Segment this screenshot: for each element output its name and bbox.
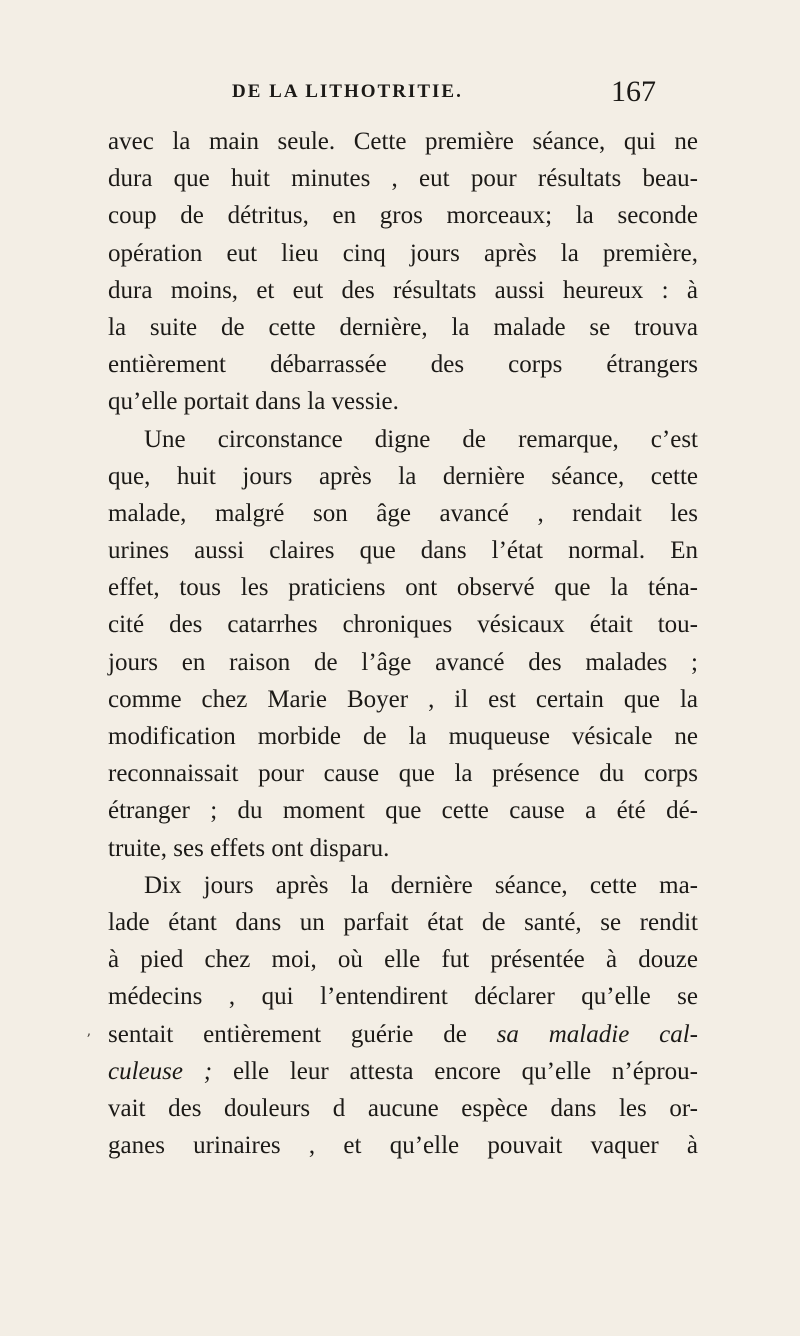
text-line: la suite de cette dernière, la malade se trouva xyxy=(108,313,698,341)
text-line-with-italic xyxy=(108,1053,698,1090)
text-line: effet, tous les praticiens ont observé que la téna- xyxy=(108,574,698,602)
page-number: 167 xyxy=(611,75,656,108)
running-head-title: DE LA LITHOTRITIE. xyxy=(232,81,463,102)
paragraph-start-line: Une circonstance digne de remarque, c’est xyxy=(144,425,698,453)
text-line: qu’elle portait dans la vessie. xyxy=(108,388,399,416)
italic-phrase: culeuse ; xyxy=(108,1057,213,1085)
text-line: étranger ; du moment que cette cause a été dé- xyxy=(108,797,698,825)
plain-text: sentait entièrement guérie de xyxy=(108,1020,467,1048)
text-line-with-italic xyxy=(108,1016,698,1053)
text-line: reconnaissait pour cause que la présence du corps xyxy=(108,760,698,788)
text-line: médecins , qui l’entendirent déclarer qu’elle se xyxy=(108,983,698,1011)
text-line: comme chez Marie Boyer , il est certain que la xyxy=(108,685,698,713)
text-line: vait des douleurs d aucune espèce dans les or- xyxy=(108,1094,698,1122)
text-line: cité des catarrhes chroniques vésicaux était tou- xyxy=(108,611,698,639)
text-line: dura que huit minutes , eut pour résultats beau- xyxy=(108,165,698,193)
body-text xyxy=(108,123,698,1164)
italic-phrase: sa maladie cal- xyxy=(496,1020,699,1048)
text-line: lade étant dans un parfait état de santé, se rendit xyxy=(108,908,698,936)
text-line: avec la main seule. Cette première séance, qui ne xyxy=(108,128,698,155)
margin-mark: ʼ xyxy=(86,1032,91,1048)
text-line: coup de détritus, en gros morceaux; la seconde xyxy=(108,202,698,230)
text-line: ganes urinaires , et qu’elle pouvait vaquer à xyxy=(108,1132,698,1160)
text-line: entièrement débarrassée des corps étrangers xyxy=(108,351,698,379)
text-line: jours en raison de l’âge avancé des malades ; xyxy=(108,648,698,676)
text-line: que, huit jours après la dernière séance, cette xyxy=(108,462,698,490)
text-line: à pied chez moi, où elle fut présentée à douze xyxy=(108,946,698,974)
text-line: opération eut lieu cinq jours après la première, xyxy=(108,239,698,267)
text-line: truite, ses effets ont disparu. xyxy=(108,834,390,862)
text-line: urines aussi claires que dans l’état normal. En xyxy=(108,537,698,565)
text-line: malade, malgré son âge avancé , rendait les xyxy=(108,499,698,527)
text-line: modification morbide de la muqueuse vésicale ne xyxy=(108,723,698,750)
paragraph-start-line: Dix jours après la dernière séance, cette ma- xyxy=(144,871,698,899)
running-head xyxy=(232,75,656,108)
text-line: dura moins, et eut des résultats aussi heureux : à xyxy=(108,276,698,304)
plain-text: elle leur attesta encore qu’elle n’éprou- xyxy=(232,1057,698,1085)
